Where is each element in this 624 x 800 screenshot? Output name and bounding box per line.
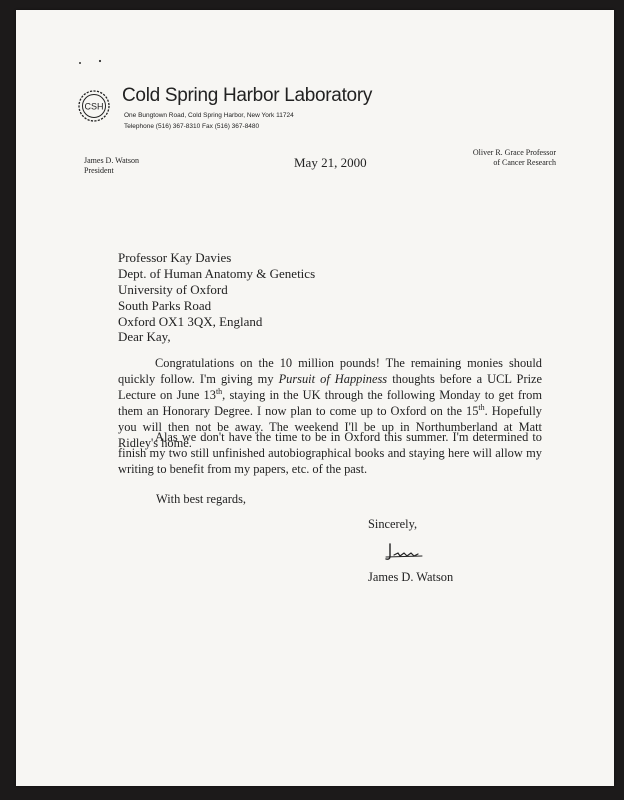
typed-signature-name: James D. Watson (368, 570, 454, 584)
csh-logo-icon (78, 90, 110, 122)
closing-regards: With best regards, (156, 492, 246, 506)
signature (384, 541, 436, 563)
paragraph-1: Congratulations on the 10 million pounds! The remaining monies should quickly follow. I'm giving my Pursuit of Happiness thoughts before a UCL Prize Lecture on June 13th, staying in the UK through the following Monday to get from them an Honorary Degree. I now plan to come up to Oxford on the 15th. Hopefully you will then not be away. The weekend I'll be up in Northumberland at Matt Ridley's home. (118, 356, 543, 450)
recipient-city: Oxford OX1 3QX, England (118, 314, 263, 329)
organization-phone: Telephone (516) 367-8310 Fax (516) 367-8480 (124, 123, 260, 130)
organization-address: One Bungtown Road, Cold Spring Harbor, New York 11724 (124, 112, 294, 119)
sender-name: James D. Watson (84, 156, 139, 165)
ink-mark (68, 58, 124, 66)
letter-page (16, 10, 614, 786)
recipient-university: University of Oxford (118, 282, 228, 297)
sender-title: President (84, 166, 114, 175)
book-title: Pursuit of Happiness (278, 372, 388, 386)
professorship-line-1: Oliver R. Grace Professor (472, 148, 556, 157)
recipient-name: Professor Kay Davies (118, 250, 232, 265)
closing-sincerely: Sincerely, (368, 517, 418, 531)
salutation: Dear Kay, (118, 329, 171, 344)
professorship-line-2: of Cancer Research (493, 158, 556, 167)
paragraph-2: Alas we don't have the time to be in Oxford this summer. I'm determined to finish my two still unfinished autobiographical books and staying here will allow my writing to benefit from my papers, etc. of the past. (118, 430, 542, 476)
recipient-dept: Dept. of Human Anatomy & Genetics (118, 266, 316, 281)
letter-date: May 21, 2000 (294, 155, 367, 170)
logo-seal-text: CSH (84, 101, 104, 112)
organization-name: Cold Spring Harbor Laboratory (122, 85, 373, 106)
recipient-street: South Parks Road (118, 298, 212, 313)
